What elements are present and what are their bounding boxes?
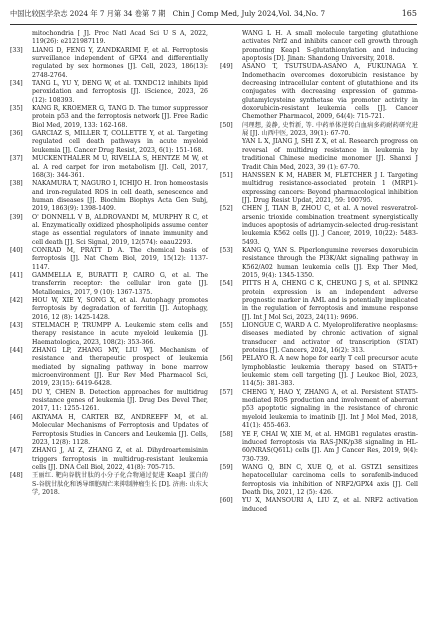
reference-text: ZHANG J, AI Z, ZHANG Z, et al. Dihydroartemisinin triggers ferroptosis in multidrug-resistant leukemia cells [J]. DNA Cell Biol, 2022, 41(8): 705-715. (32, 447, 208, 471)
reference-number: [51] (220, 171, 233, 179)
reference-text: ASANO T, TSUTSUDA-ASANO A, FUKUNAGA Y. Indomethacin overcomes doxorubicin resistance by decreasing intracellular content of glutathione and its conjugates with decreasing expression of gamma-glutamylcysteine synthetase via promoter activity in doxorubicin-resistant leukemia cells [J]. Cancer Chemother Pharmacol, 2009, 64(4): 715-721. (242, 63, 418, 121)
page-number: 165 (401, 9, 417, 18)
references-right-column (220, 30, 418, 514)
reference-entry (220, 205, 418, 247)
reference-text: YAN L X, JIANG J, SHI Z X, et al. Research progress on reversal of multidrug resistance in leukemia by traditional Chinese medicine monomer [J]. Shanxi J Tradit Chin Med, 2023, 39 (1): 67-70. (242, 138, 418, 171)
reference-number: [49] (220, 63, 233, 71)
reference-entry (10, 30, 208, 47)
reference-entry (10, 322, 208, 347)
reference-entry (10, 47, 208, 80)
reference-number: [40] (10, 246, 23, 254)
reference-text: mitochondria [ J]. Proc Natl Acad Sci U S A, 2022, 119(26): e2121987119. (32, 30, 208, 46)
reference-number: [41] (10, 271, 23, 279)
reference-entry (10, 130, 208, 155)
reference-text: HANSSEN K M, HABER M, FLETCHER J I. Targeting multidrug resistance-associated protein 1 (MRP1)-expressing cancers: Beyond pharmacological inhibition [J]. Drug Resist Updat, 2021, 59: 100795. (242, 171, 418, 204)
reference-entry (10, 155, 208, 180)
reference-text: KANG Q, YAN S. Piperlongumine reverses doxorubicin resistance through the PI3K/Akt signaling pathway in K562/A02 human leukemia cells [J]. Exp Ther Med, 2015, 9(4): 1345-1350. (242, 246, 418, 279)
reference-text: TANG L, YU Y, DENG W, et al. TXNDC12 inhibits lipid peroxidation and ferroptosis [J]. iScience, 2023, 26 (12): 108393. (32, 80, 208, 104)
reference-text: 王丽红. 靶向谷胱甘肽的小分子化合物通过促进 Keap1 蛋白的 S-谷胱甘肽化和诱导细胞凋亡来抑制肿瘤生长 [D]. 济南: 山东大学, 2018. (32, 472, 208, 496)
reference-number: [59] (220, 463, 233, 471)
reference-text: KANG R, KROEMER G, TANG D. The tumor suppressor protein p53 and the ferroptosis network [J]. Free Radic Biol Med, 2019, 133: 162-168. (32, 105, 208, 129)
reference-text: YE F, CHAI W, XIE M, et al. HMGB1 regulates erastin-induced ferroptosis via RAS-JNK/p38 signaling in HL-60/NRAS(Q61L) cells [J]. Am J Cancer Res, 2019, 9(4): 730-739. (242, 430, 418, 463)
reference-number: [38] (10, 180, 23, 188)
reference-entry (220, 63, 418, 121)
reference-entry (220, 280, 418, 322)
reference-number: [50] (220, 121, 233, 129)
reference-text: WANG Q, BIN C, XUE Q, et al. GSTZ1 sensitizes hepatocellular carcinoma cells to sorafenib-induced ferroptosis via inhibition of NRF2/GPX4 axis [J]. Cell Death Dis, 2021, 12 (5): 426. (242, 463, 418, 496)
reference-text: O' DONNELL V B, ALDROVANDI M, MURPHY R C, et al. Enzymatically oxidized phospholipids assume center stage as essential regulators of innate immunity and cell death [J]. Sci Signal, 2019, 12(574): eaau2293. (32, 213, 208, 246)
reference-entry (10, 297, 208, 322)
reference-entry (220, 464, 418, 497)
reference-entry (10, 247, 208, 272)
reference-number: [39] (10, 213, 23, 221)
reference-entry (10, 347, 208, 389)
reference-text: PITTS H A, CHENG C K, CHEUNG J S, et al. SPINK2 protein expression is an independent adverse prognostic marker in AML and is potentially implicated in the regulation of ferroptosis and immune response [J]. Int J Mol Sci, 2023, 24(11): 9696. (242, 280, 418, 321)
reference-number: [45] (10, 388, 23, 396)
reference-entry (220, 431, 418, 464)
reference-text: DU Y, CHEN B. Detection approaches for multidrug resistance genes of leukemia [J]. Drug Des Devel Ther, 2017, 11: 1255-1261. (32, 388, 208, 413)
reference-text: MUCKENTHALER M U, RIVELLA S, HENTZE M W, et al. A red carpet for iron metabolism [J]. Cell, 2017, 168(3): 344-361. (32, 155, 208, 179)
reference-text: ZHANG LP, ZHANG MY, LIU WJ. Mechanism of resistance and therapeutic prospect of leukemia mediated by signaling pathway in bone marrow microenvironment [J]. Eur Rev Med Pharmacol Sci, 2019, 23(15): 6419-6428. (32, 347, 208, 388)
reference-entry (220, 497, 418, 514)
reference-number: [55] (220, 322, 233, 330)
reference-number: [43] (10, 322, 23, 330)
reference-text: CONRAD M, PRATT D A. The chemical basis of ferroptosis [J]. Nat Chem Biol, 2019, 15(12): 1137-1147. (32, 246, 208, 271)
reference-entry (10, 105, 208, 130)
reference-number: [60] (220, 497, 233, 505)
reference-entry (10, 80, 208, 105)
reference-number: [53] (220, 246, 233, 254)
reference-number: [37] (10, 155, 23, 163)
reference-entry (220, 122, 418, 139)
reference-entry (10, 447, 208, 472)
reference-text: GARCIAZ S, MILLER T, COLLETTE Y, et al. Targeting regulated cell death pathways in acute myeloid leukemia [J]. Cancer Drug Resist, 2023, 6(1): 151-168. (32, 130, 208, 154)
reference-number: [46] (10, 413, 23, 421)
reference-number: [48] (10, 472, 23, 480)
reference-entry (10, 214, 208, 247)
reference-number: [33] (10, 46, 23, 54)
references-left-column (10, 30, 208, 497)
reference-entry (10, 272, 208, 297)
reference-number: [54] (220, 280, 233, 288)
reference-entry (10, 414, 208, 447)
reference-text: LIANG D, FENG Y, ZANDKARIMI F, et al. Ferroptosis surveillance independent of GPX4 and differentially regulated by sex hormones [J]. Cell, 2023, 186(13): 2748-2764. (32, 46, 208, 79)
reference-number: [52] (220, 205, 233, 213)
reference-text: CHEN J, TIAN B, ZHOU C, et al. A novel resveratrol-arsenic trioxide combination treatment synergistically induces apoptosis of adriamycin-selected drug-resistant leukemia K562 cells [J]. J Cancer, 2019, 10(22): 5483-5493. (242, 205, 418, 246)
reference-text: STELMACH P, TRUMPP A. Leukemic stem cells and therapy resistance in acute myeloid leukemia [J]. Haematologica, 2023, 108(2): 353-366. (32, 322, 208, 346)
reference-entry (220, 355, 418, 388)
reference-entry (220, 172, 418, 205)
reference-text: GAMMELLA E, BURATTI P, CAIRO G, et al. The transferrin receptor: the cellular iron gate [J]. Metallomics, 2017, 9 (10): 1367-1375. (32, 271, 208, 296)
reference-text: NAKAMURA T, NAGURO I, ICHIJO H. Iron homeostasis and iron-regulated ROS in cell death, senescence and human diseases [J]. Biochim Biophys Acta Gen Subj, 2019, 1863(9): 1398-1409. (32, 180, 208, 213)
page-header (10, 6, 417, 22)
reference-entry (220, 389, 418, 431)
reference-number: [44] (10, 347, 23, 355)
reference-number: [56] (220, 355, 233, 363)
reference-text: WANG L H. A small molecule targeting glutathione activates Nrf2 and inhibits cancer cell growth through promoting Keap1 S-glutathionylation and inducing apoptosis [D]. Jinan: Shandong University, 2018. (242, 30, 418, 63)
reference-text: HOU W, XIE Y, SONG X, et al. Autophagy promotes ferroptosis by degradation of ferritin [J]. Autophagy, 2016, 12 (8): 1425-1428. (32, 297, 208, 321)
reference-entry (10, 180, 208, 213)
reference-text: CHENG Y, HAO Y, ZHANG A, et al. Persistent STAT5-mediated ROS production and involvement of aberrant p53 apoptotic signaling in the resistance of chronic myeloid leukemia to imatinib [J]. Int J Mol Med, 2018, 41(1): 455-463. (242, 388, 418, 430)
reference-entry (220, 30, 418, 63)
reference-entry (10, 389, 208, 414)
journal-info: 中国比较医学杂志 2024 年 7 月第 34 卷第 7 期 Chin J Comp Med, July 2024,Vol. 34,No. 7 (10, 9, 326, 18)
reference-text: LIONGUE C, WARD A C. Myeloproliferative neoplasms: diseases mediated by chronic activation of signal transducer and activator of transcription (STAT) proteins [J]. Cancers, 2024, 16(2): 313. (242, 322, 418, 355)
reference-number: [42] (10, 297, 23, 304)
reference-number: [35] (10, 105, 23, 113)
reference-number: [36] (10, 130, 23, 138)
reference-text: YU X, MANSOURI A, LIU Z, et al. NRF2 activation induced (242, 497, 418, 513)
reference-entry (220, 138, 418, 171)
reference-text: AKIYAMA H, CARTER BZ, ANDREEFF M, et al. Molecular Mechanisms of Ferroptosis and Updates of Ferroptosis Studies in Cancers and Leukemia [J]. Cells, 2023, 12(8): 1128. (32, 413, 208, 446)
reference-number: [57] (220, 388, 233, 396)
reference-text: 闫理想, 姜静, 史哲新, 等. 中药单体逆转白血病多药耐药研究进展 [J]. 山西中医, 2023, 39(1): 67-70. (242, 121, 418, 138)
reference-entry (220, 322, 418, 355)
reference-number: [34] (10, 80, 23, 88)
reference-entry (220, 247, 418, 280)
reference-number: [47] (10, 447, 23, 455)
reference-text: PELAYO R. A new hope for early T cell precursor acute lymphoblastic leukemia therapy based on STAT5+ leukemic stem cell targeting [J]. J Leukoc Biol, 2023, 114(5): 381-383. (242, 355, 418, 388)
reference-number: [58] (220, 430, 233, 438)
header-divider (10, 24, 417, 25)
reference-entry (10, 472, 208, 497)
